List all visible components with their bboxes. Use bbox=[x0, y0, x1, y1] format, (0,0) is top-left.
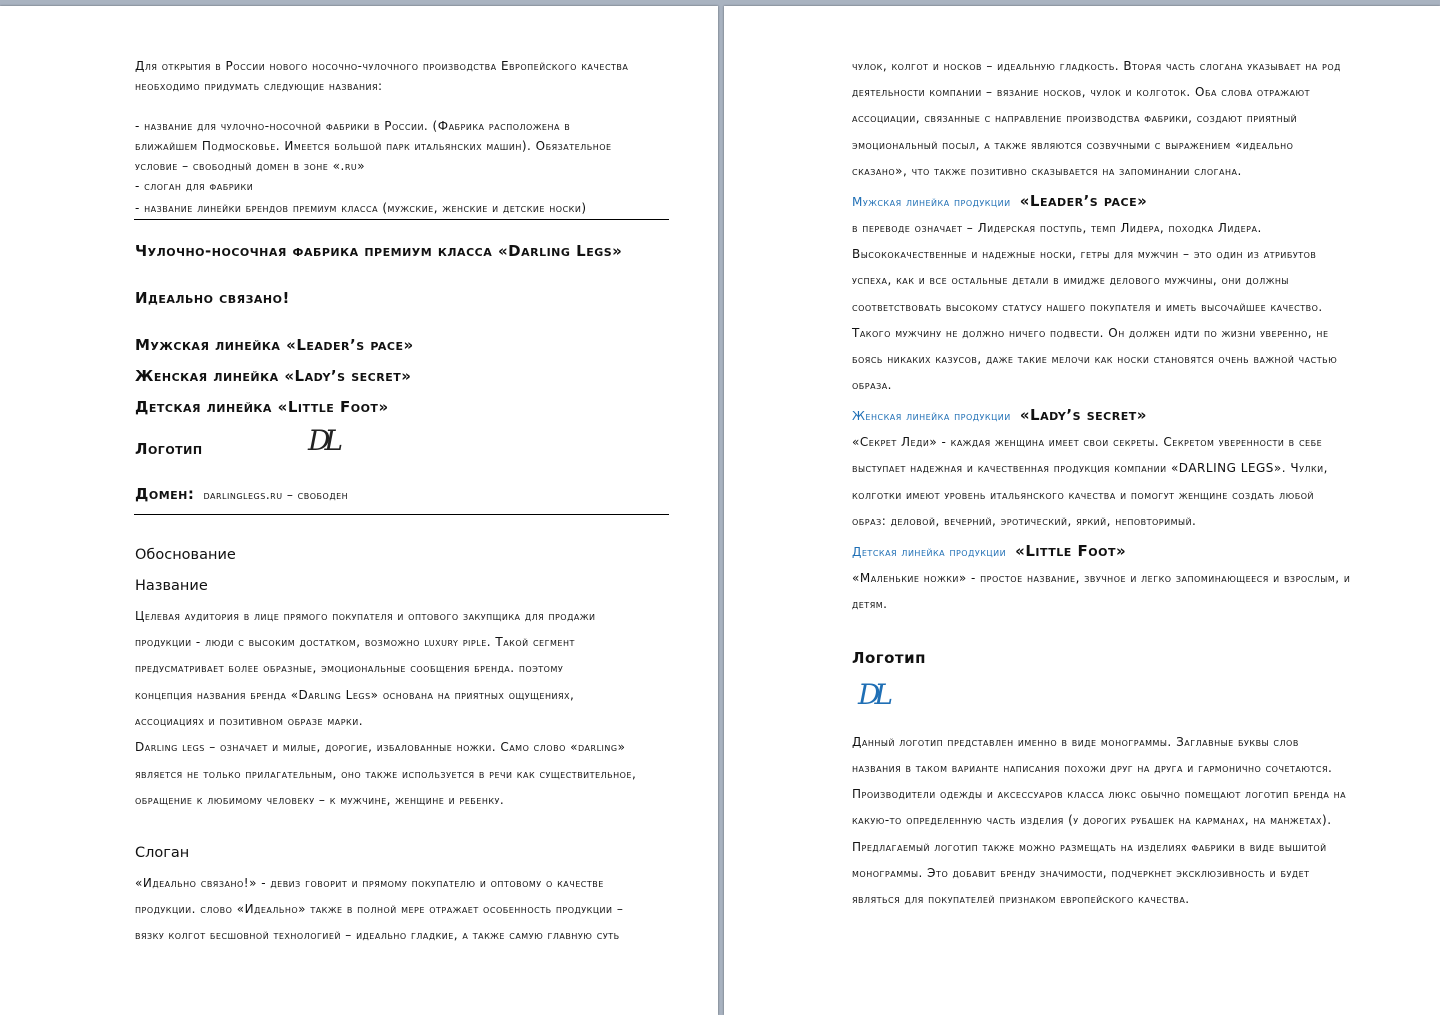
kids-line-heading bbox=[852, 541, 1126, 560]
slogan-cont-line: чулок, колгот и носков – идеальную гладкость. Вторая часть слогана указывает на род bbox=[852, 59, 1341, 73]
kids-paragraph-line: детям. bbox=[852, 597, 888, 611]
intro-line: Для открытия в России нового носочно-чулочного производства Европейского качества bbox=[135, 59, 629, 73]
slogan-paragraph-line: «Идеально связано!» - девиз говорит и прямому покупателю и оптовому о качестве bbox=[135, 876, 604, 890]
women-paragraph-line: выступает надежная и качественная продукция компании «DARLING LEGS». Чулки, bbox=[852, 461, 1328, 475]
name-paragraph-line: является не только прилагательным, оно также используется в речи как существительное, bbox=[135, 767, 637, 781]
dl-monogram-logo: DL bbox=[308, 424, 338, 457]
slogan-cont-line: ассоциации, связанные с направление производства фабрики, создают приятный bbox=[852, 111, 1298, 125]
logo-paragraph-line: Производители одежды и аксессуаров класса люкс обычно помещают логотип бренда на bbox=[852, 787, 1347, 801]
justification-heading: Обоснование bbox=[135, 547, 236, 563]
name-paragraph-line: концепция названия бренда «Darling Legs» основана на приятных ощущениях, bbox=[135, 688, 575, 702]
domain-value: darlinglegs.ru – свободен bbox=[203, 488, 349, 502]
requirement-line: - название линейки брендов премиум класса (мужские, женские и детские носки) bbox=[135, 201, 587, 215]
slogan-cont-line: сказано», что также позитивно сказывается на запоминании слогана. bbox=[852, 164, 1242, 178]
kids-line-label: Детская линейка продукции bbox=[852, 545, 1007, 559]
slogan-title: Идеально связано! bbox=[135, 289, 290, 307]
women-line-heading bbox=[852, 405, 1147, 424]
women-paragraph-line: образ: деловой, вечерний, эротический, яркий, неповторимый. bbox=[852, 514, 1197, 528]
name-paragraph-line: Darling legs – означает и милые, дорогие, избалованные ножки. Само слово «darling» bbox=[135, 740, 626, 754]
logo-paragraph-line: являться для покупателей признаком европейского качества. bbox=[852, 892, 1190, 906]
slogan-paragraph-line: вязку колгот бесшовной технологией – идеально гладкие, а также самую главную суть bbox=[135, 928, 620, 942]
men-paragraph-line: боясь никаких казусов, даже такие мелочи как носки становятся очень важной частью bbox=[852, 352, 1338, 366]
kids-paragraph-line: «Маленькие ножки» - простое название, звучное и легко запоминающееся и взрослым, и bbox=[852, 571, 1351, 585]
women-line-label: Женская линейка продукции bbox=[852, 409, 1011, 423]
women-line-title: Женская линейка «Lady’s secret» bbox=[135, 367, 412, 385]
kids-line-title: Детская линейка «Little Foot» bbox=[135, 398, 389, 416]
name-paragraph-line: обращение к любимому человеку – к мужчине, женщине и ребенку. bbox=[135, 793, 505, 807]
name-paragraph-line: предусматривает более образные, эмоциональные сообщения бренда. поэтому bbox=[135, 661, 564, 675]
men-line-label: Мужская линейка продукции bbox=[852, 195, 1011, 209]
logo-label: Логотип bbox=[135, 440, 203, 458]
logo-paragraph-line: монограммы. Это добавит бренду значимости, подчеркнет эксклюзивность и будет bbox=[852, 866, 1310, 880]
slogan-heading: Слоган bbox=[135, 845, 190, 861]
logo-paragraph-line: Предлагаемый логотип также можно размещать на изделиях фабрики в виде вышитой bbox=[852, 840, 1327, 854]
requirement-line: ближайшем Подмосковье. Имеется большой парк итальянских машин). Обязательное bbox=[135, 139, 612, 153]
men-line-title: Мужская линейка «Leader’s pace» bbox=[135, 336, 414, 354]
factory-title: Чулочно-носочная фабрика премиум класса «Darling Legs» bbox=[135, 242, 623, 260]
dl-monogram-logo-blue: DL bbox=[858, 678, 888, 711]
kids-line-name: «Little Foot» bbox=[1015, 542, 1127, 560]
slogan-cont-line: эмоциональный посыл, а также являются созвучными с выражением «идеально bbox=[852, 138, 1294, 152]
men-paragraph-line: Высококачественные и надежные носки, гетры для мужчин – это один из атрибутов bbox=[852, 247, 1317, 261]
men-paragraph-line: в переводе означает – Лидерская поступь, темп Лидера, походка Лидера. bbox=[852, 221, 1262, 235]
men-paragraph-line: соответствовать высокому статусу нашего покупателя и иметь высочайшее качество. bbox=[852, 300, 1323, 314]
document-page-2 bbox=[724, 6, 1440, 1015]
men-paragraph-line: успеха, как и все остальные детали в имидже делового мужчины, они должны bbox=[852, 273, 1289, 287]
logo-paragraph-line: названия в таком варианте написания похожи друг на друга и гармонично сочетаются. bbox=[852, 761, 1333, 775]
women-line-name: «Lady’s secret» bbox=[1019, 406, 1147, 424]
name-paragraph-line: Целевая аудитория в лице прямого покупателя и оптового закупщика для продажи bbox=[135, 609, 596, 623]
name-heading: Название bbox=[135, 578, 208, 594]
requirement-line: условие – свободный домен в зоне «.ru» bbox=[135, 159, 366, 173]
requirement-line: - слоган для фабрики bbox=[135, 179, 254, 193]
slogan-cont-line: деятельности компании – вязание носков, чулок и колготок. Оба слова отражают bbox=[852, 85, 1310, 99]
horizontal-rule bbox=[134, 219, 669, 220]
requirement-line: - название для чулочно-носочной фабрики в России. (Фабрика расположена в bbox=[135, 119, 571, 133]
women-paragraph-line: «Секрет Леди» - каждая женщина имеет свои секреты. Секретом уверенности в себе bbox=[852, 435, 1323, 449]
slogan-paragraph-line: продукции. слово «Идеально» также в полной мере отражает особенность продукции – bbox=[135, 902, 624, 916]
logo-heading: Логотип bbox=[852, 649, 926, 667]
men-line-name: «Leader’s pace» bbox=[1019, 192, 1148, 210]
logo-paragraph-line: Данный логотип представлен именно в виде монограммы. Заглавные буквы слов bbox=[852, 735, 1299, 749]
men-line-heading bbox=[852, 191, 1147, 210]
horizontal-rule bbox=[134, 514, 669, 515]
name-paragraph-line: продукции - люди с высоким достатком, возможно luxury piple. Такой сегмент bbox=[135, 635, 575, 649]
domain-label: Домен: bbox=[135, 485, 195, 503]
logo-paragraph-line: какую-то определенную часть изделия (у дорогих рубашек на карманах, на манжетах). bbox=[852, 813, 1332, 827]
men-paragraph-line: образа. bbox=[852, 378, 892, 392]
domain-row bbox=[135, 484, 348, 503]
name-paragraph-line: ассоциациях и позитивном образе марки. bbox=[135, 714, 364, 728]
men-paragraph-line: Такого мужчину не должно ничего подвести. Он должен идти по жизни уверенно, не bbox=[852, 326, 1329, 340]
document-page-1 bbox=[0, 6, 718, 1015]
women-paragraph-line: колготки имеют уровень итальянского качества и помогут женщине создать любой bbox=[852, 488, 1315, 502]
intro-line: необходимо придумать следующие названия: bbox=[135, 79, 383, 93]
